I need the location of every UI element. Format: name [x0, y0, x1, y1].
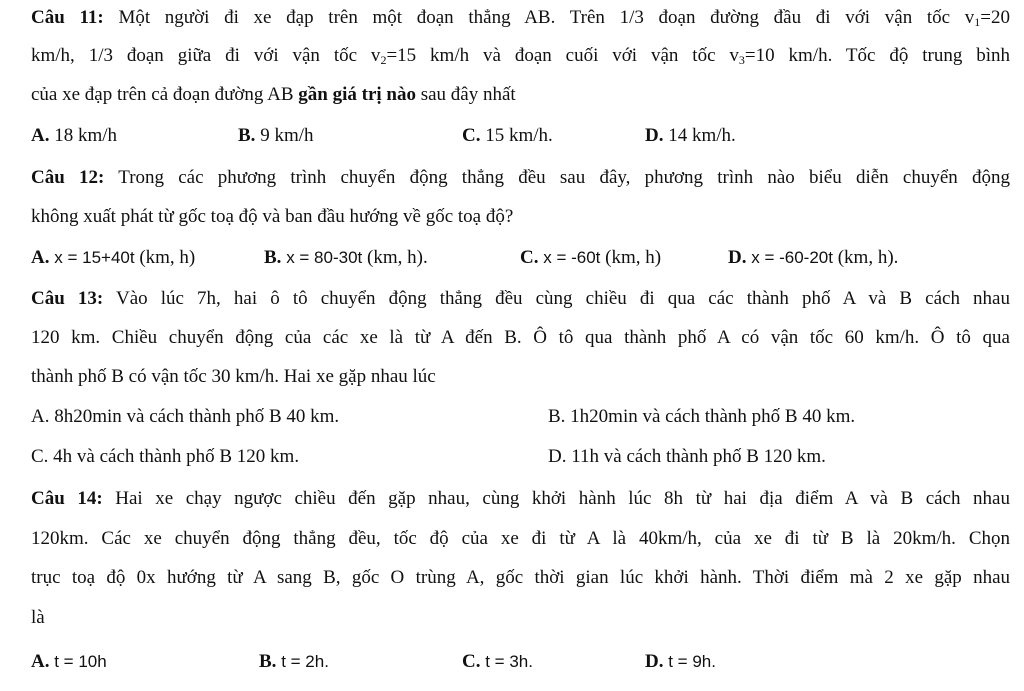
option-label: D.	[645, 125, 664, 146]
q11-text-2b: =15 km/h và đoạn cuối với vận tốc v	[386, 45, 739, 66]
option-unit: (km, h).	[832, 247, 899, 268]
q13-line-1	[31, 287, 1010, 311]
q11-sub-2: 2	[380, 53, 387, 67]
option-label: D.	[728, 247, 747, 268]
option-label: A.	[31, 247, 50, 268]
q12-option-a[interactable]	[31, 246, 195, 270]
q11-line-3	[31, 83, 1010, 107]
q11-option-c[interactable]	[462, 124, 553, 148]
q11-line-2	[31, 44, 1010, 68]
q13-option-c[interactable]: C. 4h và cách thành phố B 120 km.	[31, 446, 300, 467]
option-label: C.	[462, 125, 481, 146]
option-unit: (km, h)	[134, 247, 196, 268]
option-equation: t = 2h.	[281, 652, 329, 671]
q14-text-1: Hai xe chạy ngược chiều đến gặp nhau, cùng khởi hành lúc 8h từ hai địa điểm A và B cách nhau	[115, 488, 1010, 509]
option-equation: x = 15+40t	[54, 248, 135, 267]
option-equation: x = -60-20t	[751, 248, 833, 267]
q14-line-1	[31, 487, 1010, 511]
option-label: B.	[259, 651, 277, 672]
q12-text-2: không xuất phát từ gốc toạ độ và ban đầu hướng về gốc toạ độ?	[31, 206, 514, 227]
q12-option-d[interactable]	[728, 246, 898, 270]
option-text: 14 km/h.	[663, 125, 736, 146]
option-label: C.	[520, 247, 539, 268]
q13-option-a[interactable]: A. 8h20min và cách thành phố B 40 km.	[31, 406, 340, 427]
option-equation: t = 10h	[54, 652, 107, 671]
q12-option-b[interactable]	[264, 246, 428, 270]
q13-text-2: 120 km. Chiều chuyển động của các xe là từ A đến B. Ô tô qua thành phố A có vận tốc 60 km/h. Ô tô qua	[31, 327, 1010, 348]
q12-label: Câu 12:	[31, 167, 105, 188]
q12-option-c[interactable]	[520, 246, 661, 270]
q11-sub-3: 3	[738, 53, 745, 67]
q11-text-2a: km/h, 1/3 đoạn giữa đi với vận tốc v	[31, 45, 381, 66]
q14-line-4	[31, 606, 1010, 630]
option-unit: (km, h).	[362, 247, 428, 268]
option-label: A.	[31, 125, 50, 146]
q13-option-d[interactable]: D. 11h và cách thành phố B 120 km.	[548, 446, 826, 467]
q13-line-2	[31, 326, 1010, 350]
q12-line-1	[31, 166, 1010, 190]
q11-label: Câu 11:	[31, 7, 104, 28]
option-equation: t = 3h.	[485, 652, 533, 671]
q11-option-d[interactable]	[645, 124, 736, 148]
q13-option-b[interactable]: B. 1h20min và cách thành phố B 40 km.	[548, 406, 856, 427]
option-unit: (km, h)	[600, 247, 662, 268]
option-label: B.	[238, 125, 256, 146]
q12-text-1: Trong các phương trình chuyển động thẳng đều sau đây, phương trình nào biểu diễn chuyển động	[118, 167, 1010, 188]
q11-text-3-bold: gần giá trị nào	[298, 84, 416, 105]
q13-text-1: Vào lúc 7h, hai ô tô chuyển động thẳng đều cùng chiều đi qua các thành phố A và B cách nhau	[115, 288, 1010, 309]
option-label: B.	[264, 247, 282, 268]
q14-text-4: là	[31, 607, 45, 628]
q14-label: Câu 14:	[31, 488, 103, 509]
q11-text-2c: =10 km/h. Tốc độ trung bình	[744, 45, 1010, 66]
q11-line-1	[31, 6, 1010, 30]
q12-line-2	[31, 205, 1010, 229]
q14-line-3	[31, 566, 1010, 590]
q13-line-3	[31, 365, 1010, 389]
q11-option-a[interactable]	[31, 124, 117, 148]
q14-option-a[interactable]	[31, 650, 107, 674]
q14-line-2	[31, 527, 1010, 551]
q11-text-3a: của xe đạp trên cả đoạn đường AB	[31, 84, 299, 105]
q14-option-c[interactable]	[462, 650, 533, 674]
option-equation: x = 80-30t	[286, 248, 363, 267]
q14-text-3: trục toạ độ 0x hướng từ A sang B, gốc O trùng A, gốc thời gian lúc khởi hành. Thời điểm mà 2 xe gặp nhau	[31, 567, 1010, 588]
option-label: C.	[462, 651, 481, 672]
q11-sub-1: 1	[974, 15, 981, 29]
q13-label: Câu 13:	[31, 288, 104, 309]
q11-text-1a: Một người đi xe đạp trên một đoạn thẳng AB. Trên 1/3 đoạn đường đầu đi với vận tốc v	[118, 7, 975, 28]
q11-option-b[interactable]	[238, 124, 314, 148]
q14-option-d[interactable]	[645, 650, 716, 674]
option-label: D.	[645, 651, 664, 672]
option-text: 18 km/h	[49, 125, 118, 146]
option-equation: x = -60t	[543, 248, 601, 267]
option-equation: t = 9h.	[668, 652, 716, 671]
q13-text-3: thành phố B có vận tốc 30 km/h. Hai xe gặp nhau lúc	[31, 366, 436, 387]
q11-text-3b: sau đây nhất	[415, 84, 516, 105]
q14-text-2: 120km. Các xe chuyển động thẳng đều, tốc độ của xe đi từ A là 40km/h, của xe đi từ B là 20km/h. Chọn	[31, 528, 1010, 549]
option-text: 9 km/h	[255, 125, 314, 146]
option-label: A.	[31, 651, 50, 672]
q11-text-1b: =20	[980, 7, 1010, 28]
option-text: 15 km/h.	[480, 125, 553, 146]
q14-option-b[interactable]	[259, 650, 329, 674]
